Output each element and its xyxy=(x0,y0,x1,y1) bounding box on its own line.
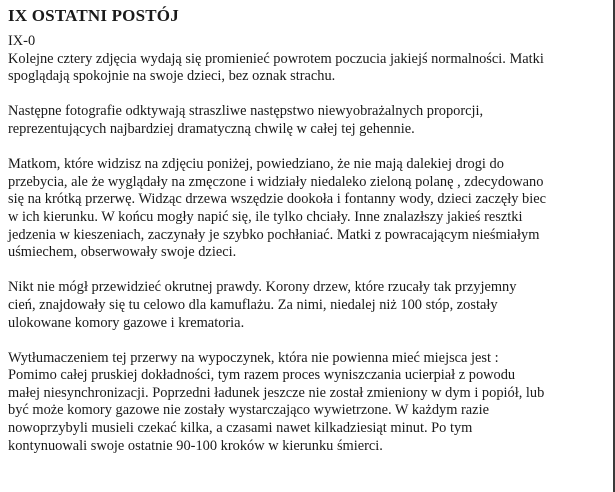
section-number: IX-0 xyxy=(8,33,36,49)
text-line: kontynuowali swoje ostatnie 90-100 kroków w kierunku śmierci. xyxy=(8,437,383,454)
text-line: Wytłumaczeniem tej przerwy na wypoczynek, która nie powienna mieć miejsca jest : xyxy=(8,349,499,366)
paragraph-mothers xyxy=(8,156,607,262)
text-line: przebycia, ale że wyglądały na zmęczone i widziały niedaleko zieloną polanę , zdecydowano xyxy=(8,173,544,190)
text-line: ulokowane komory gazowe i krematoria. xyxy=(8,314,245,331)
text-line: uśmiechem, obserwowały swoje dzieci. xyxy=(8,244,237,261)
text-line: małej niesynchronizacji. Poprzedni ładunek jeszcze nie został zmieniony w dym i popiół, lub xyxy=(8,384,545,401)
text-line: reprezentujących najbardziej dramatyczną chwilę w całej tej gehennie. xyxy=(8,120,415,137)
paragraph-truth xyxy=(8,279,607,332)
text-line: Następne fotografie odktywają straszliwe następstwo niewyobrażalnych proporcji, xyxy=(8,103,484,120)
text-line: w ich kierunku. W końcu mogły napić się, ile tylko chciały. Inne znalazłszy jakieś resztki xyxy=(8,208,523,225)
text-line: Kolejne cztery zdjęcia wydają się promienieć powrotem poczucia jakiejś normalności. Matki xyxy=(8,50,544,67)
text-line: cień, znajdowały się tu celowo dla kamuflażu. Za nimi, niedalej niż 100 stóp, zostały xyxy=(8,296,498,313)
text-line: być może komory gazowe nie zostały wystarczająco wywietrzone. W każdym razie xyxy=(8,402,489,419)
text-line: Pomimo całej pruskiej dokładności, tym razem proces wyniszczania ucierpiał z powodu xyxy=(8,367,516,384)
text-line: jedzenia w kieszeniach, zaczynały je szybko pochłaniać. Matki z powracającym nieśmiałym xyxy=(8,226,540,243)
paragraph-intro xyxy=(8,33,607,86)
paragraph-explanation xyxy=(8,350,607,456)
text-line: się na krótką przerwę. Widząc drzewa wszędzie dookoła i fontanny wody, dzieci zaczęły biec xyxy=(8,191,547,208)
text-line: Nikt nie mógł przewidzieć okrutnej prawdy. Korony drzew, które rzucały tak przyjemny xyxy=(8,279,517,296)
page-title: IX OSTATNI POSTÓJ xyxy=(8,6,179,25)
paragraph-photographs xyxy=(8,103,607,138)
text-line: Matkom, które widzisz na zdjęciu poniżej, powiedziano, że nie mają dalekiej drogi do xyxy=(8,156,504,173)
text-line: nowoprzybyli musieli czekać kilka, a czasami nawet kilkadziesiąt minut. Po tym xyxy=(8,420,473,437)
text-line: spoglądają spokojnie na swoje dzieci, bez oznak strachu. xyxy=(8,68,336,85)
